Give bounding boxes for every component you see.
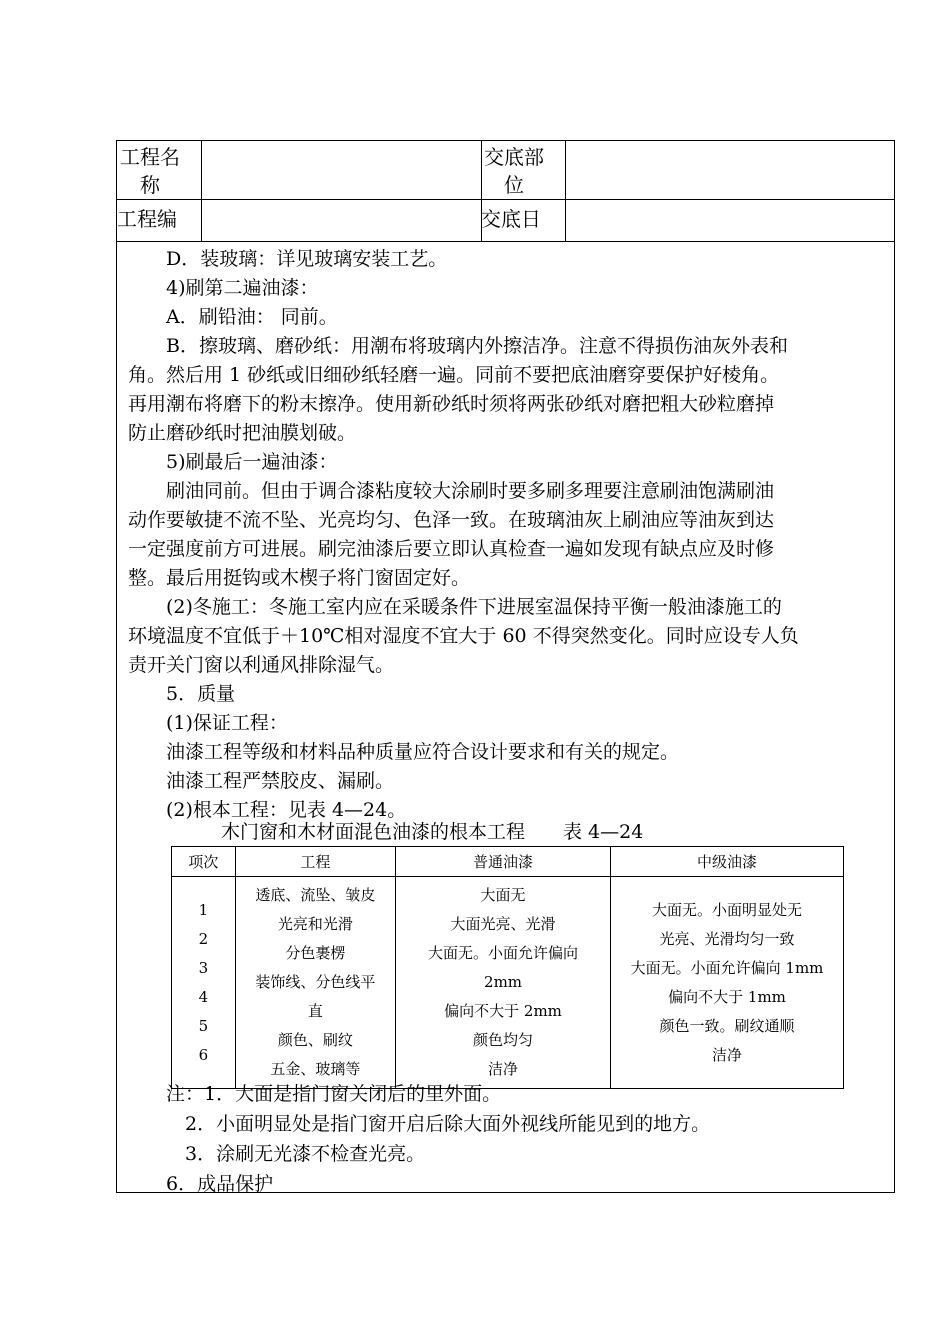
body-line: 油漆工程等级和材料品种质量应符合设计要求和有关的规定。 xyxy=(166,741,680,763)
cell-line: 分色裹楞 xyxy=(285,944,346,962)
body-line: (2)冬施工：冬施工室内应在采暖条件下进展室温保持平衡一般油漆施工的 xyxy=(166,596,782,618)
header-row-2 xyxy=(117,200,894,242)
instructions-body xyxy=(128,245,888,825)
cell-line: 洁净 xyxy=(488,1060,519,1078)
cell-line: 光亮、光滑均匀一致 xyxy=(659,929,795,948)
cell-line: 光亮和光滑 xyxy=(277,915,353,933)
section-heading: 6．成品保护 xyxy=(166,1173,274,1195)
handover-date-label: 交底日 xyxy=(481,207,541,231)
cell-line: 4 xyxy=(198,987,209,1006)
header-row-1 xyxy=(117,141,894,200)
body-line: 5)刷最后一遍油漆： xyxy=(166,451,338,473)
note-line: 注：1．大面是指门窗关闭后的里外面。 xyxy=(166,1083,502,1105)
column-header: 工程 xyxy=(235,847,395,877)
cell-line: 直 xyxy=(307,1002,323,1020)
cell-line: 五金、玻璃等 xyxy=(270,1060,361,1078)
cell-line: 2 xyxy=(198,929,209,948)
body-line: 环境温度不宜低于＋10℃相对湿度不宜大于 60 不得突然变化。同时应设专人负 xyxy=(128,625,799,647)
table-row xyxy=(172,877,844,1089)
note-line: 2．小面明显处是指门窗开启后除大面外视线所能见到的地方。 xyxy=(185,1113,711,1135)
table-number: 表 4—24 xyxy=(563,821,644,843)
table-caption xyxy=(221,819,643,845)
body-line: 4)刷第二遍油漆： xyxy=(166,277,319,299)
cell-line: 偏向不大于 2mm xyxy=(444,1002,562,1020)
body-line: 油漆工程严禁胶皮、漏刷。 xyxy=(166,770,395,792)
body-line: 一定强度前方可进展。刷完油漆后要立即认真检查一遍如发现有缺点应及时修 xyxy=(128,538,775,560)
cell-line: 偏向不大于 1mm xyxy=(668,987,786,1006)
cell-line: 洁净 xyxy=(712,1045,743,1064)
cell-line: 3 xyxy=(198,958,209,977)
body-line: 角。然后用 1 砂纸或旧细砂纸轻磨一遍。同前不要把底油磨穿要保护好棱角。 xyxy=(128,364,780,386)
body-line: B．擦玻璃、磨砂纸：用潮布将玻璃内外擦洁净。注意不得损伤油灰外表和 xyxy=(166,335,788,357)
body-line: 责开关门窗以利通风排除湿气。 xyxy=(128,654,395,676)
body-line: 再用潮布将磨下的粉末擦净。使用新砂纸时须将两张砂纸对磨把粗大砂粒磨掉 xyxy=(128,393,775,415)
body-line: (1)保证工程： xyxy=(166,712,288,734)
divider xyxy=(565,141,566,199)
body-line: 动作要敏捷不流不坠、光亮均匀、色泽一致。在玻璃油灰上刷油应等油灰到达 xyxy=(128,509,775,531)
body-line: (2)根本工程：见表 4—24。 xyxy=(166,799,407,821)
divider xyxy=(565,200,566,241)
body-line: 5．质量 xyxy=(166,683,236,705)
cell-line: 1 xyxy=(198,900,209,919)
cell-line: 透底、流坠、皱皮 xyxy=(255,886,376,904)
cell-line: 颜色均匀 xyxy=(473,1031,534,1049)
handover-form xyxy=(116,140,895,1193)
cell-line: 大面无。小面允许偏向 1mm xyxy=(630,958,824,977)
items-cell xyxy=(235,877,395,1089)
body-line: 刷油同前。但由于调合漆粘度较大涂刷时要多刷多理要注意刷油饱满刷油 xyxy=(166,480,775,502)
cell-line: 2mm xyxy=(484,973,523,991)
cell-line: 装饰线、分色线平 xyxy=(255,973,376,991)
project-name-label: 工程名称 xyxy=(120,145,180,197)
cell-line: 大面光亮、光滑 xyxy=(450,915,556,933)
divider xyxy=(201,200,202,241)
cell-line: 5 xyxy=(198,1016,209,1035)
table-title: 木门窗和木材面混色油漆的根本工程 xyxy=(221,821,526,843)
cell-line: 颜色一致。刷纹通顺 xyxy=(659,1016,795,1035)
cell-line: 6 xyxy=(198,1045,209,1064)
cell-line: 大面无 xyxy=(480,886,526,904)
item-numbers-cell xyxy=(172,877,236,1089)
project-no-label: 工程编 xyxy=(117,207,177,231)
ordinary-paint-cell xyxy=(396,877,611,1089)
body-line: A．刷铅油： 同前。 xyxy=(166,306,338,328)
handover-part-label: 交底部位 xyxy=(484,145,544,197)
column-header: 项次 xyxy=(172,847,236,877)
cell-line: 颜色、刷纹 xyxy=(277,1031,353,1049)
intermediate-paint-cell xyxy=(611,877,844,1089)
column-header: 中级油漆 xyxy=(611,847,844,877)
quality-table xyxy=(171,846,844,1089)
table-header-row xyxy=(172,847,844,877)
table-notes xyxy=(166,1079,710,1199)
body-line: 防止磨砂纸时把油膜划破。 xyxy=(128,422,357,444)
cell-line: 大面无。小面允许偏向 xyxy=(428,944,579,962)
body-line: D．装玻璃：详见玻璃安装工艺。 xyxy=(166,248,448,270)
body-line: 整。最后用挺钩或木楔子将门窗固定好。 xyxy=(128,567,471,589)
divider xyxy=(201,141,202,199)
note-line: 3．涂刷无光漆不检查光亮。 xyxy=(185,1143,426,1165)
column-header: 普通油漆 xyxy=(396,847,611,877)
cell-line: 大面无。小面明显处无 xyxy=(652,900,803,919)
